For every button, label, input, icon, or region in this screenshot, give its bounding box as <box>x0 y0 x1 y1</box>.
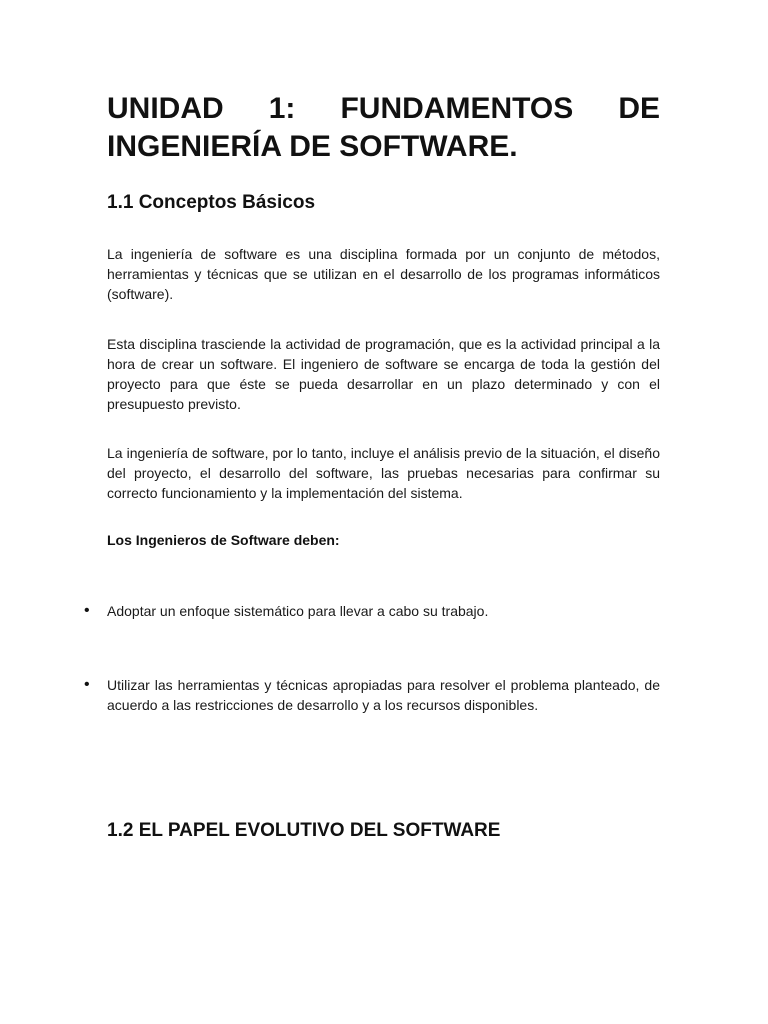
title-line-2: INGENIERÍA DE SOFTWARE. <box>107 130 518 163</box>
title-line-1: UNIDAD 1: FUNDAMENTOS DE <box>107 92 660 125</box>
bullet-icon: • <box>84 676 90 693</box>
paragraph-definition: La ingeniería de software es una disciplina formada por un conjunto de métodos, herramientas y técnicas que se utilizan en el desarrollo de los programas informáticos (software). <box>107 246 660 302</box>
bullet-icon: • <box>84 602 90 619</box>
paragraph-discipline: Esta disciplina trasciende la actividad de programación, que es la actividad principal a la hora de crear un software. El ingeniero de software se encarga de toda la gestión del proyecto para que éste se pueda desarrollar en un plazo determinado y con el presupuesto previsto. <box>107 336 660 412</box>
bullet-item-1: Adoptar un enfoque sistemático para llevar a cabo su trabajo. <box>107 603 489 619</box>
document-title <box>107 90 660 166</box>
engineers-label: Los Ingenieros de Software deben: <box>107 532 340 548</box>
section-heading-papel-evolutivo: 1.2 EL PAPEL EVOLUTIVO DEL SOFTWARE <box>107 820 501 841</box>
bullet-item-2: Utilizar las herramientas y técnicas apropiadas para resolver el problema planteado, de acuerdo a las restricciones de desarrollo y a los recursos disponibles. <box>107 677 660 713</box>
section-heading-conceptos: 1.1 Conceptos Básicos <box>107 192 316 213</box>
paragraph-includes: La ingeniería de software, por lo tanto, incluye el análisis previo de la situación, el diseño del proyecto, el desarrollo del software, las pruebas necesarias para confirmar su correcto funcionamiento y la implementación del sistema. <box>107 445 660 501</box>
